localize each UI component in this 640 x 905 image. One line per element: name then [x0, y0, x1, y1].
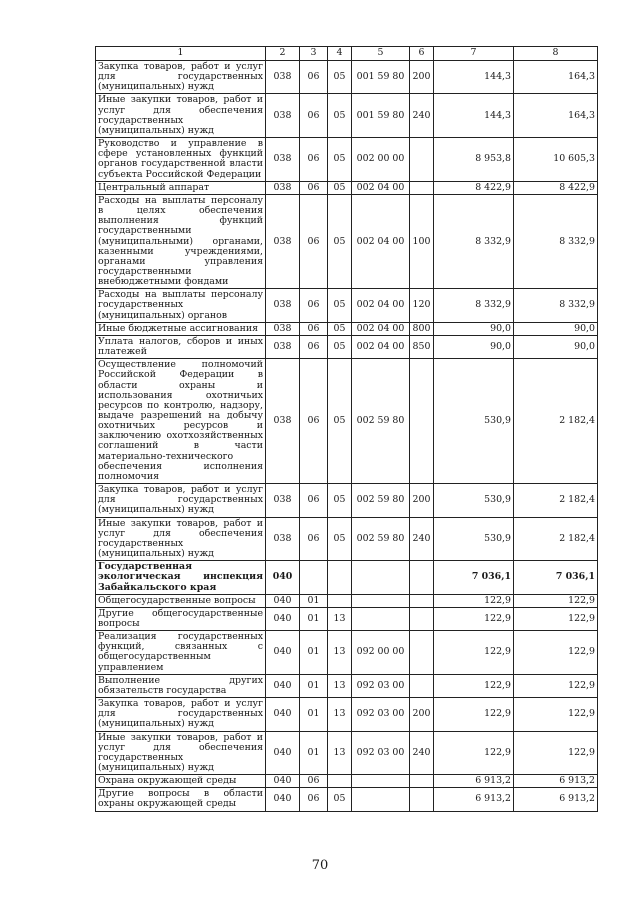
row-subsection-code: 13	[328, 674, 352, 697]
row-subsection-code: 05	[328, 61, 352, 94]
row-admin-code: 040	[266, 698, 300, 731]
row-target-article	[352, 594, 410, 607]
row-section-code: 06	[300, 335, 328, 358]
row-subsection-code: 13	[328, 698, 352, 731]
row-amount-year-2: 122,9	[514, 594, 598, 607]
row-amount-year-1: 122,9	[434, 731, 514, 775]
row-target-article: 002 04 00	[352, 335, 410, 358]
row-amount-year-1: 144,3	[434, 94, 514, 138]
row-amount-year-1: 6 913,2	[434, 788, 514, 811]
row-name: Иные закупки товаров, работ и услуг для обеспечения государственных (муниципальных) нужд	[96, 517, 266, 561]
row-target-article	[352, 561, 410, 594]
row-name: Осуществление полномочий Российской Федерации в области охраны и использования охотничьих ресурсов по контролю, надзору, выдаче разрешений на добычу охотничьих ресурсов и заключению охотхозяйственных соглашений в части материально-технического обеспечения исполнения полномочия	[96, 359, 266, 484]
row-expense-type: 120	[410, 289, 434, 322]
row-target-article: 002 59 80	[352, 517, 410, 561]
row-target-article: 002 04 00	[352, 181, 410, 194]
table-row	[96, 561, 598, 594]
row-amount-year-2: 2 182,4	[514, 517, 598, 561]
table-row	[96, 607, 598, 630]
table-row	[96, 61, 598, 94]
row-section-code: 06	[300, 138, 328, 182]
row-amount-year-2: 10 605,3	[514, 138, 598, 182]
row-admin-code: 040	[266, 561, 300, 594]
row-admin-code: 038	[266, 517, 300, 561]
row-subsection-code	[328, 775, 352, 788]
row-amount-year-1: 122,9	[434, 698, 514, 731]
column-header-8: 8	[514, 47, 598, 61]
row-section-code: 06	[300, 289, 328, 322]
budget-sheet	[95, 46, 597, 812]
row-admin-code: 038	[266, 194, 300, 288]
row-section-code: 06	[300, 484, 328, 517]
row-expense-type	[410, 607, 434, 630]
row-amount-year-1: 8 953,8	[434, 138, 514, 182]
row-target-article	[352, 607, 410, 630]
row-section-code: 01	[300, 674, 328, 697]
column-header-5: 5	[352, 47, 410, 61]
table-row	[96, 788, 598, 811]
row-amount-year-2: 6 913,2	[514, 775, 598, 788]
row-subsection-code: 05	[328, 322, 352, 335]
row-target-article: 092 03 00	[352, 731, 410, 775]
row-name: Расходы на выплаты персоналу в целях обеспечения выполнения функций государственными (муниципальными) органами, казенными учреждениями, органами управления государственными внебюджетными фондами	[96, 194, 266, 288]
table-row	[96, 775, 598, 788]
row-section-code: 01	[300, 698, 328, 731]
row-admin-code: 038	[266, 181, 300, 194]
row-expense-type	[410, 775, 434, 788]
row-target-article: 002 59 80	[352, 484, 410, 517]
row-amount-year-2: 7 036,1	[514, 561, 598, 594]
row-section-code: 06	[300, 322, 328, 335]
row-amount-year-1: 530,9	[434, 517, 514, 561]
row-section-code: 06	[300, 788, 328, 811]
row-amount-year-2: 90,0	[514, 335, 598, 358]
row-name: Уплата налогов, сборов и иных платежей	[96, 335, 266, 358]
column-header-1: 1	[96, 47, 266, 61]
row-expense-type	[410, 788, 434, 811]
row-admin-code: 040	[266, 674, 300, 697]
row-name: Охрана окружающей среды	[96, 775, 266, 788]
row-name: Центральный аппарат	[96, 181, 266, 194]
row-admin-code: 038	[266, 94, 300, 138]
row-section-code	[300, 561, 328, 594]
row-section-code: 06	[300, 181, 328, 194]
row-section-code: 06	[300, 517, 328, 561]
row-target-article: 002 59 80	[352, 359, 410, 484]
row-target-article: 092 03 00	[352, 698, 410, 731]
row-subsection-code	[328, 594, 352, 607]
row-name: Реализация государственных функций, связанных с общегосударственным управлением	[96, 631, 266, 675]
table-row	[96, 517, 598, 561]
row-expense-type: 100	[410, 194, 434, 288]
row-name: Общегосударственные вопросы	[96, 594, 266, 607]
row-amount-year-2: 8 332,9	[514, 289, 598, 322]
row-section-code: 06	[300, 775, 328, 788]
table-row	[96, 594, 598, 607]
row-expense-type	[410, 631, 434, 675]
row-subsection-code: 13	[328, 731, 352, 775]
row-section-code: 06	[300, 194, 328, 288]
row-name: Другие вопросы в области охраны окружающей среды	[96, 788, 266, 811]
row-name: Выполнение других обязательств государства	[96, 674, 266, 697]
row-amount-year-1: 144,3	[434, 61, 514, 94]
row-name: Иные закупки товаров, работ и услуг для обеспечения государственных (муниципальных) нужд	[96, 94, 266, 138]
row-admin-code: 040	[266, 607, 300, 630]
row-amount-year-1: 8 332,9	[434, 289, 514, 322]
row-amount-year-2: 122,9	[514, 631, 598, 675]
row-amount-year-1: 122,9	[434, 631, 514, 675]
row-name: Другие общегосударственные вопросы	[96, 607, 266, 630]
row-expense-type	[410, 359, 434, 484]
row-expense-type: 240	[410, 94, 434, 138]
table-row	[96, 322, 598, 335]
row-admin-code: 038	[266, 322, 300, 335]
row-expense-type	[410, 594, 434, 607]
row-admin-code: 038	[266, 61, 300, 94]
row-subsection-code: 05	[328, 788, 352, 811]
row-amount-year-1: 122,9	[434, 607, 514, 630]
table-row	[96, 335, 598, 358]
row-name: Руководство и управление в сфере установленных функций органов государственной власти субъекта Российской Федерации	[96, 138, 266, 182]
row-subsection-code: 05	[328, 94, 352, 138]
row-admin-code: 038	[266, 138, 300, 182]
table-row	[96, 731, 598, 775]
row-admin-code: 040	[266, 775, 300, 788]
table-row	[96, 289, 598, 322]
table-row	[96, 138, 598, 182]
row-amount-year-1: 8 332,9	[434, 194, 514, 288]
row-name: Закупка товаров, работ и услуг для государственных (муниципальных) нужд	[96, 61, 266, 94]
row-section-code: 06	[300, 94, 328, 138]
row-admin-code: 038	[266, 359, 300, 484]
table-row	[96, 484, 598, 517]
row-amount-year-1: 7 036,1	[434, 561, 514, 594]
row-name: Закупка товаров, работ и услуг для государственных (муниципальных) нужд	[96, 484, 266, 517]
row-target-article: 002 04 00	[352, 322, 410, 335]
row-amount-year-2: 164,3	[514, 94, 598, 138]
row-amount-year-2: 122,9	[514, 607, 598, 630]
row-expense-type: 200	[410, 698, 434, 731]
row-section-code: 01	[300, 631, 328, 675]
row-amount-year-1: 122,9	[434, 674, 514, 697]
row-admin-code: 040	[266, 594, 300, 607]
row-target-article: 092 00 00	[352, 631, 410, 675]
row-amount-year-2: 6 913,2	[514, 788, 598, 811]
row-subsection-code	[328, 561, 352, 594]
row-expense-type: 200	[410, 61, 434, 94]
row-name: Расходы на выплаты персоналу государственных (муниципальных) органов	[96, 289, 266, 322]
table-row	[96, 359, 598, 484]
table-row	[96, 698, 598, 731]
row-expense-type	[410, 181, 434, 194]
row-amount-year-2: 8 332,9	[514, 194, 598, 288]
row-expense-type: 800	[410, 322, 434, 335]
row-amount-year-2: 90,0	[514, 322, 598, 335]
row-target-article: 002 04 00	[352, 289, 410, 322]
row-amount-year-2: 122,9	[514, 731, 598, 775]
column-header-7: 7	[434, 47, 514, 61]
row-amount-year-2: 8 422,9	[514, 181, 598, 194]
table-row	[96, 674, 598, 697]
row-amount-year-2: 122,9	[514, 698, 598, 731]
row-expense-type: 240	[410, 517, 434, 561]
row-expense-type: 240	[410, 731, 434, 775]
row-admin-code: 038	[266, 335, 300, 358]
row-amount-year-2: 2 182,4	[514, 484, 598, 517]
row-subsection-code: 05	[328, 181, 352, 194]
column-header-4: 4	[328, 47, 352, 61]
row-subsection-code: 05	[328, 484, 352, 517]
row-amount-year-1: 90,0	[434, 322, 514, 335]
row-name: Государственная экологическая инспекция Забайкальского края	[96, 561, 266, 594]
row-amount-year-1: 530,9	[434, 484, 514, 517]
row-section-code: 01	[300, 607, 328, 630]
row-admin-code: 040	[266, 731, 300, 775]
table-row	[96, 94, 598, 138]
row-amount-year-1: 122,9	[434, 594, 514, 607]
row-subsection-code: 05	[328, 289, 352, 322]
row-subsection-code: 05	[328, 517, 352, 561]
table-row	[96, 181, 598, 194]
row-amount-year-1: 90,0	[434, 335, 514, 358]
row-amount-year-2: 164,3	[514, 61, 598, 94]
row-name: Закупка товаров, работ и услуг для государственных (муниципальных) нужд	[96, 698, 266, 731]
row-name: Иные закупки товаров, работ и услуг для обеспечения государственных (муниципальных) нужд	[96, 731, 266, 775]
row-admin-code: 040	[266, 788, 300, 811]
row-target-article: 001 59 80	[352, 61, 410, 94]
row-section-code: 01	[300, 731, 328, 775]
row-amount-year-1: 6 913,2	[434, 775, 514, 788]
row-admin-code: 038	[266, 289, 300, 322]
row-subsection-code: 13	[328, 607, 352, 630]
row-subsection-code: 05	[328, 138, 352, 182]
row-target-article: 001 59 80	[352, 94, 410, 138]
row-subsection-code: 05	[328, 335, 352, 358]
column-header-2: 2	[266, 47, 300, 61]
row-admin-code: 040	[266, 631, 300, 675]
row-subsection-code: 13	[328, 631, 352, 675]
row-expense-type	[410, 561, 434, 594]
row-target-article	[352, 788, 410, 811]
row-amount-year-2: 2 182,4	[514, 359, 598, 484]
column-header-3: 3	[300, 47, 328, 61]
row-name: Иные бюджетные ассигнования	[96, 322, 266, 335]
row-target-article: 002 04 00	[352, 194, 410, 288]
row-amount-year-2: 122,9	[514, 674, 598, 697]
row-subsection-code: 05	[328, 194, 352, 288]
table-row	[96, 631, 598, 675]
row-section-code: 06	[300, 61, 328, 94]
table-row	[96, 194, 598, 288]
row-expense-type: 850	[410, 335, 434, 358]
row-target-article: 002 00 00	[352, 138, 410, 182]
row-section-code: 01	[300, 594, 328, 607]
row-target-article: 092 03 00	[352, 674, 410, 697]
row-expense-type: 200	[410, 484, 434, 517]
row-amount-year-1: 8 422,9	[434, 181, 514, 194]
row-expense-type	[410, 674, 434, 697]
budget-table	[95, 46, 598, 812]
row-target-article	[352, 775, 410, 788]
row-expense-type	[410, 138, 434, 182]
row-section-code: 06	[300, 359, 328, 484]
table-header-row	[96, 47, 598, 61]
page-number: 70	[311, 858, 329, 873]
row-subsection-code: 05	[328, 359, 352, 484]
row-amount-year-1: 530,9	[434, 359, 514, 484]
column-header-6: 6	[410, 47, 434, 61]
row-admin-code: 038	[266, 484, 300, 517]
